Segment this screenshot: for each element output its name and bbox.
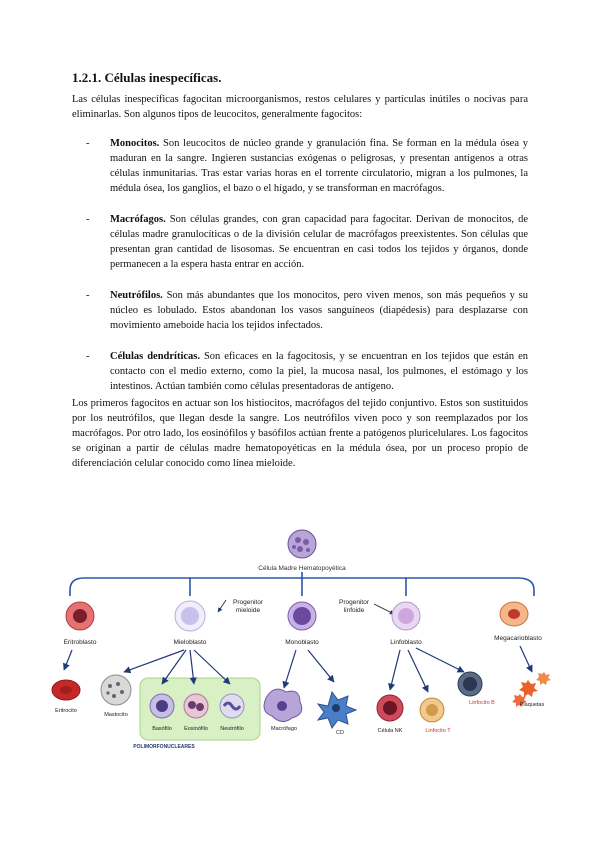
eritroblasto-icon	[66, 602, 94, 630]
list-item-neutrofilos	[72, 288, 528, 333]
label-linfocito-b: Linfocito B	[469, 700, 495, 706]
arrow	[390, 650, 400, 690]
mastocito-icon	[101, 675, 131, 705]
intro-paragraph: Las células inespecíficas fagocitan microorganismos, restos celulares y partículas inútiles o nocivas para eliminarlas. Son algunos tipos de leucocitos, generalmente fagocitos:	[72, 94, 528, 120]
label-mieloblasto: Mieloblasto	[173, 639, 207, 646]
desc-neutrofilos: Son más abundantes que los monocitos, pero viven menos, son más pequeños y su núcleo es lobulado. Estos abandonan los vasos sanguíneos (diapédesis) para desplazarse con movimiento ameboide hacia los tejidos infectados.	[110, 290, 528, 331]
eritrocito-icon	[52, 680, 80, 700]
label-plaquetas: Plaquetas	[519, 702, 545, 708]
term-monocitos: Monocitos.	[110, 138, 160, 149]
basofilo-icon	[150, 694, 174, 718]
label-celula-nk: Célula NK	[377, 728, 403, 734]
label-stem-cell: Célula Madre Hematopoyética	[258, 565, 346, 572]
term-macrofagos: Macrófagos.	[110, 214, 166, 225]
bullet-dash: -	[86, 214, 90, 225]
label-neutrofilo: Neutrófilo	[220, 726, 244, 732]
arrow	[284, 650, 296, 688]
desc-celulas-dendriticas: Son eficaces en la fagocitosis, y se encuentran en los tejidos que están en contacto con el medio externo, como la piel, la mucosa nasal, los pulmones, el estómago y los intestinos. Actúan también como células presentadoras de antígeno.	[110, 351, 529, 392]
linfocito-t-icon	[420, 698, 444, 722]
label-progenitor-mieloide-2: mieloide	[235, 607, 261, 614]
arrow	[520, 646, 532, 672]
bullet-dash: -	[86, 351, 90, 362]
mieloblasto-icon	[175, 601, 205, 631]
celula-nk-icon	[377, 695, 403, 721]
label-linfocito-t: Linfocito T	[425, 728, 451, 734]
desc-monocitos: Son leucocitos de núcleo grande y granulación fina. Se forman en la médula ósea y maduran en la sangre. Ingieren sustancias exógenas o peligrosas, y presentan antígenos a otras células inmunitarias. Tras estar varias horas en el torrente circulatorio, migran a los pulmones, la médula ósea, los ganglios, el bazo o el hígado, y se transforman en macrófagos.	[110, 138, 528, 194]
arrow	[124, 650, 184, 672]
eosinofilo-icon	[184, 694, 208, 718]
label-mastocito: Mastocito	[104, 712, 128, 718]
section-title: 1.2.1. Células inespecíficas.	[72, 70, 222, 85]
progenitor-arrow	[218, 600, 226, 612]
label-megacarioblasto: Megacarioblasto	[494, 635, 542, 642]
label-polimorfonucleares: POLIMORFONUCLEARES	[133, 744, 195, 750]
term-celulas-dendriticas: Células dendríticas.	[110, 351, 201, 362]
label-eritrocito: Eritrocito	[55, 708, 77, 714]
desc-macrofagos: Son células grandes, con gran capacidad para fagocitar. Derivan de monocitos, de células madre granulocíticas o de la división celular de macrófagos preexistentes. Son células que presentan gran cantidad de lisosomas. Se encuentran en casi todos los tejidos y órganos, donde permanecen a la espera hasta entrar en acción.	[110, 214, 528, 270]
linfoblasto-icon	[392, 602, 420, 630]
label-macrofago: Macrófago	[271, 726, 297, 732]
stem-cell-icon	[288, 530, 316, 558]
arrow	[416, 648, 464, 672]
neutrofilo-icon	[220, 694, 244, 718]
list-item-macrofagos	[72, 212, 528, 272]
megacarioblasto-icon	[500, 602, 528, 626]
label-linfoblasto: Linfoblasto	[390, 639, 422, 646]
arrow	[308, 650, 334, 682]
linfocito-b-icon	[458, 672, 482, 696]
hematopoiesis-diagram	[44, 520, 556, 774]
list-item-celulas-dendriticas	[72, 349, 528, 394]
arrow	[408, 650, 428, 692]
label-monoblasto: Monoblasto	[285, 639, 319, 646]
label-eritroblasto: Eritroblasto	[63, 639, 97, 646]
label-progenitor-linfoide-1: Progenitor	[339, 599, 369, 606]
macrofago-icon	[264, 689, 302, 721]
label-eosinofilo: Eosinófilo	[184, 726, 208, 732]
cd-icon	[318, 692, 356, 728]
bullet-dash: -	[86, 290, 90, 301]
arrow	[64, 650, 72, 670]
label-progenitor-mieloide-1: Progenitor	[233, 599, 263, 606]
progenitor-arrow	[374, 604, 394, 614]
leukocyte-list	[72, 136, 528, 410]
label-basofilo: Basófilo	[152, 726, 172, 732]
label-cd: CD	[336, 730, 344, 736]
closing-paragraph: Los primeros fagocitos en actuar son los histiocitos, macrófagos del tejido conjuntivo. Estos son sustituidos por los neutrófilos, que llegan desde la sangre. Los neutrófilos viven poco y son reemplazados por los macrófagos. Por otro lado, los eosinófilos y basófilos actúan frente a patógenos pluricelulares. Los fagocitos se originan a partir de células madre hematopoyéticas en la médula ósea, por un proceso propio de diferenciación celular conocido como línea mieloide.	[72, 398, 528, 469]
monoblasto-icon	[288, 602, 316, 630]
list-item-monocitos	[72, 136, 528, 196]
bullet-dash: -	[86, 138, 90, 149]
label-progenitor-linfoide-2: linfoide	[343, 607, 365, 614]
term-neutrofilos: Neutrófilos.	[110, 290, 163, 301]
